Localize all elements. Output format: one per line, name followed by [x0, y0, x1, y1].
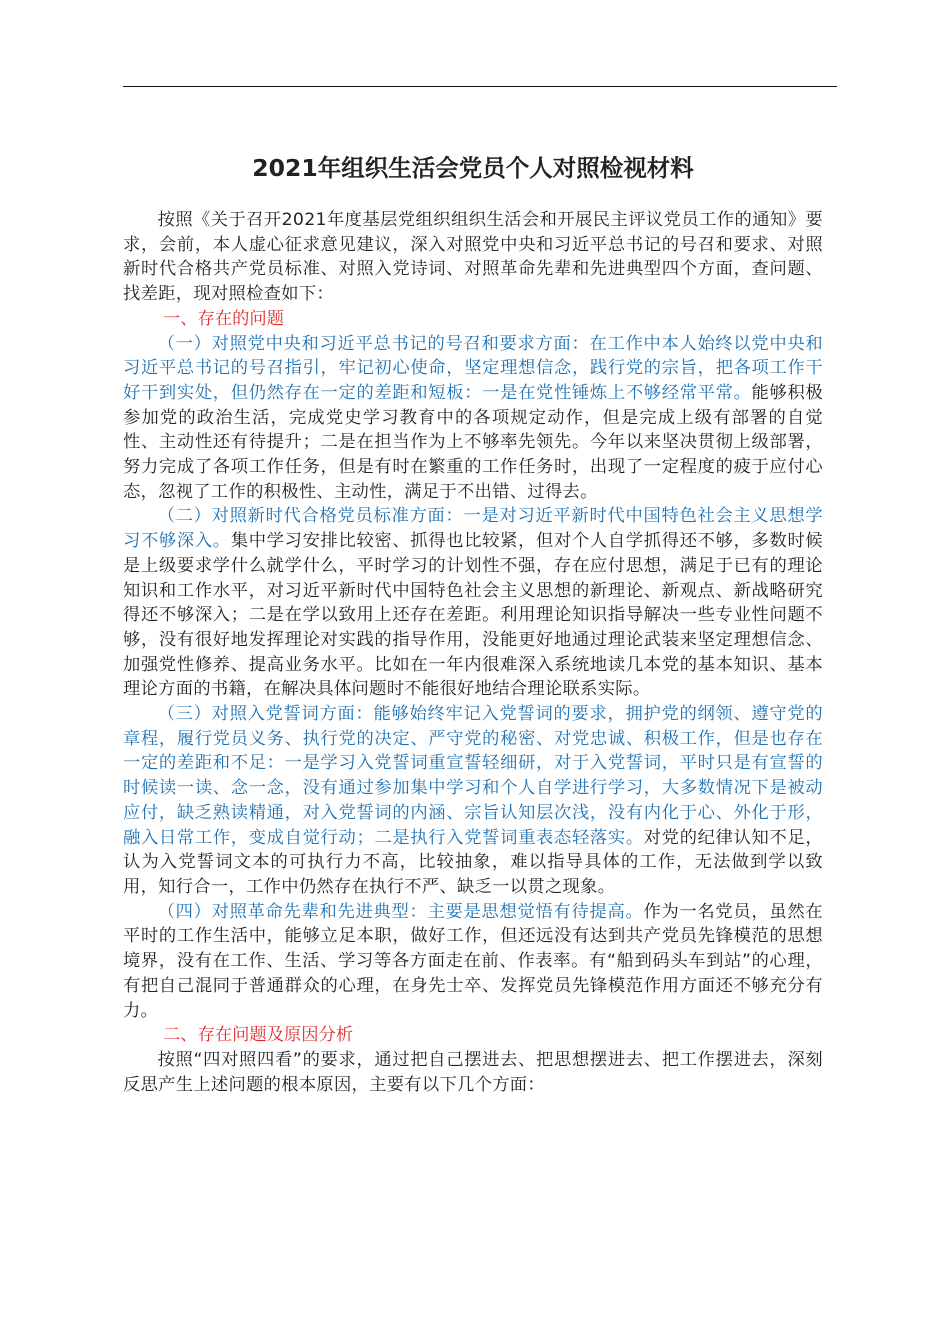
intro-paragraph: 按照《关于召开2021年度基层党组织组织生活会和开展民主评议党员工作的通知》要求，会前，本人虚心征求意见建议，深入对照党中央和习近平总书记的号召和要求、对照新时代合格共产党员标准、对照入党诗词、对照革命先辈和先进典型四个方面，查问题、找差距，现对照检查如下：: [123, 210, 823, 305]
document-title: 2021年组织生活会党员个人对照检视材料: [252, 154, 694, 182]
item-3-highlight: （三）对照入党誓词方面：能够始终牢记入党誓词的要求，拥护党的纲领、遵守党的章程，履行党员义务、执行党的决定、严守党的秘密、对党忠诚、积极工作，但是也存在一定的差距和不足：一是学习入党誓词重宣誓轻细研，对于入党誓词，平时只是有宣誓的时候读一读、念一念，没有通过参加集中学习和个人自学进行学习，大多数情况下是被动应付，缺乏熟读精通，对入党誓词的内涵、宗旨认知层次浅，没有内化于心、外化于形，融入日常工作，变成自觉行动；二是执行入党誓词重表态轻落实。: [123, 704, 823, 848]
item-2-body: 集中学习安排比较密、抓得也比较紧，但对个人自学抓得还不够，多数时候是上级要求学什么就学什么，平时学习的计划性不强，存在应付思想，满足于已有的理论知识和工作水平，对习近平新时代中国特色社会主义思想的新理论、新观点、新战略研究得还不够深入；二是在学以致用上还存在差距。利用理论知识指导解决一些专业性问题不够，没有很好地发挥理论对实践的指导作用，没能更好地通过理论武装来坚定理想信念、加强党性修养、提高业务水平。比如在一年内很难深入系统地读几本党的基本知识、基本理论方面的书籍，在解决具体问题时不能很好地结合理论联系实际。: [123, 531, 823, 700]
item-paragraph-2: [123, 504, 823, 702]
item-4-highlight: （四）对照革命先辈和先进典型：主要是思想觉悟有待提高。: [157, 901, 644, 922]
item-1-body: 能够积极参加党的政治生活，完成党史学习教育中的各项规定动作，但是完成上级有部署的自觉性、主动性还有待提升；二是在担当作为上不够率先领先。今年以来坚决贯彻上级部署，努力完成了各项工作任务，但是有时在繁重的工作任务时，出现了一定程度的疲于应付心态，忽视了工作的积极性、主动性，满足于不出错、过得去。: [123, 382, 823, 502]
item-paragraph-1: [123, 332, 823, 505]
document-page: [123, 150, 823, 1097]
item-3-body: 对党的纪律认知不足，认为入党誓词文本的可执行力不高，比较抽象，难以指导具体的工作，无法做到学以致用，知行合一，工作中仍然存在执行不严、缺乏一以贯之现象。: [123, 827, 823, 897]
item-paragraph-4: [123, 900, 823, 1024]
item-2-highlight: （二）对照新时代合格党员标准方面：一是对习近平新时代中国特色社会主义思想学习不够深入。: [123, 506, 823, 552]
section-heading-causes: 二、存在问题及原因分析: [163, 1025, 354, 1046]
header-rule: [123, 86, 837, 87]
section-heading-problems: 一、存在的问题: [163, 308, 284, 329]
item-4-body: 作为一名党员，虽然在平时的工作生活中，能够立足本职，做好工作，但还远没有达到共产党员先锋模范的思想境界，没有在工作、生活、学习等各方面走在前、作表率。有“船到码头车到站”的心理，有把自己混同于普通群众的心理，在身先士卒、发挥党员先锋模范作用方面还不够充分有力。: [123, 901, 823, 1021]
section-2-intro-paragraph: 按照“四对照四看”的要求，通过把自己摆进去、把思想摆进去、把工作摆进去，深刻反思产生上述问题的根本原因，主要有以下几个方面：: [123, 1049, 823, 1095]
item-paragraph-3: [123, 702, 823, 900]
item-1-highlight: （一）对照党中央和习近平总书记的号召和要求方面：在工作中本人始终以党中央和习近平总书记的号召指引，牢记初心使命，坚定理想信念，践行党的宗旨，把各项工作干好干到实处，但仍然存在一定的差距和短板：一是在党性锤炼上不够经常平常。: [123, 333, 823, 403]
